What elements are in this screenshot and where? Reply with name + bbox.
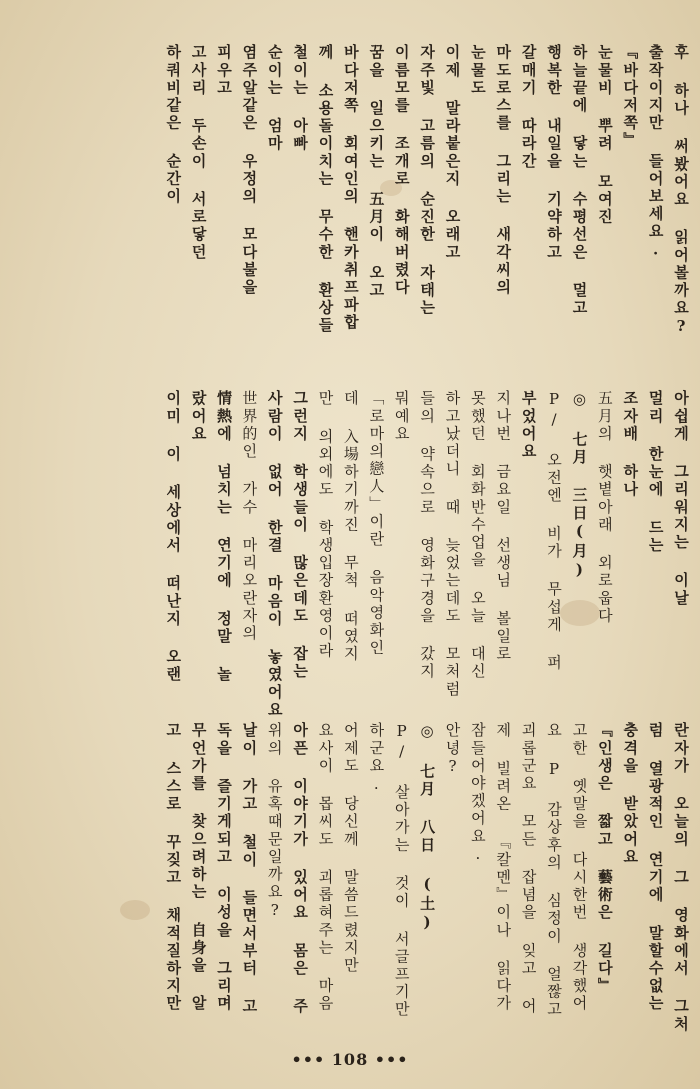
text-column: 충격을 받았어요 (621, 722, 640, 866)
text-tier-middle (18, 390, 690, 719)
text-column: 눈물비 뿌려 모여진 (595, 44, 614, 226)
text-column: 데 入場하기까진 무척 떠였지 (341, 390, 360, 663)
text-column: 『인생은 짧고 藝術은 길다』 (595, 722, 614, 995)
text-column: 출작이지만 들어보세요. (646, 44, 665, 262)
text-column: 뭐예요 (392, 390, 411, 443)
text-column: 못했던 회화반수업을 오늘 대신 (468, 390, 487, 681)
text-column: 안녕? (443, 722, 462, 778)
text-column: 사람이 없어 한결 마음이 놓였어요 (265, 390, 284, 719)
text-column: 요 P 감상후의 심정이 얼짢고 (545, 722, 564, 1019)
text-column: 무언가를 찾으려하는 自身을 알 (189, 722, 208, 1013)
text-column: 아픈 이야기가 있어요 몸은 주 (291, 722, 310, 1016)
text-column: 행복한 내일을 기약하고 (545, 44, 564, 262)
text-column: 어제도 당신께 말씀드렸지만 (341, 722, 360, 975)
text-column: 제 빌려온 『칼멘』이나 읽다가 (494, 722, 513, 1013)
text-column: P/ 오전엔 비가 무섭게 퍼 (545, 390, 564, 672)
text-tier-bottom (18, 722, 688, 1052)
text-column: 이미 이 세상에서 떠난지 오랜 (164, 390, 183, 684)
text-column: 이름모를 조개로 화해버렸다 (392, 44, 411, 297)
text-tier-top (18, 44, 688, 382)
text-column: 럼 열광적인 연기에 말할수없는 (646, 722, 665, 1013)
text-column: P/ 살아가는 것이 서글프기만 (392, 722, 411, 1019)
text-column: 잠들어야겠어요. (468, 722, 487, 866)
text-column: 꿈을 일으키는 五月이 오고 (367, 44, 386, 300)
text-column: 염주알같은 우정의 모다불을 (240, 44, 259, 297)
text-column: ◎ 七月 三日(月) (570, 390, 589, 581)
text-column: 철이는 아빠 (291, 44, 310, 153)
text-column: 요사이 몹씨도 괴롭혀주는 마음 (316, 722, 335, 1013)
text-column: 멀리 한눈에 드는 (646, 390, 665, 555)
text-column: 께 소용돌이치는 무수한 환상들 (316, 44, 335, 335)
text-column: 부었어요 (519, 390, 538, 461)
text-column: 조자배 하나 (621, 390, 640, 499)
text-column: 란자가 오늘의 그 영화에서 그처 (672, 722, 690, 1034)
text-column: 世界的인 가수 마리오란자의 (240, 390, 259, 643)
text-column: 五月의 햇볕아래 외로웁다 (595, 390, 614, 625)
text-column: 아쉽게 그리워지는 이날 (672, 390, 690, 608)
text-column: 하군요. (367, 722, 386, 796)
text-column: 후 하나 써봤어요 읽어볼까요? (672, 44, 690, 338)
text-column: 눈물도 (468, 44, 487, 97)
text-column: 『바다저쪽』 (621, 44, 640, 150)
text-column: 고한 옛말을 다시한번 생각했어 (570, 722, 589, 1013)
page-number: ••• 108 ••• (291, 1050, 409, 1069)
text-column: ◎ 七月 八日 (土) (418, 722, 437, 934)
text-column: 들의 약속으로 영화구경을 갔지 (418, 390, 437, 681)
text-column: 고사리 두손이 서로닿던 (189, 44, 208, 262)
text-column: 위의 유혹때문일까요? (265, 722, 284, 922)
text-column: 만 의외에도 학생입장환영이라 (316, 390, 335, 660)
text-column: 고 스스로 꾸짖고 채적질하지만 (164, 722, 183, 1013)
text-column: 情熱에 넘치는 연기에 정말 놀 (214, 390, 233, 684)
text-column: 랐어요 (189, 390, 208, 443)
text-column: 하쿼비같은 순간이 (164, 44, 183, 206)
text-column: 순이는 엄마 (265, 44, 284, 153)
text-column: 괴롭군요 모든 잡념을 잊고 어 (519, 722, 538, 1016)
text-column: 「로마의戀人」이란 음악영화인 (367, 390, 386, 657)
text-column: 독을 즐기게되고 이성을 그리며 (214, 722, 233, 1013)
text-column: 그런지 학생들이 많은데도 잡는 (291, 390, 310, 681)
text-column: 피우고 (214, 44, 233, 97)
text-column: 하고났더니 때 늦었는데도 모처럼 (443, 390, 462, 699)
text-column: 이제 말라붙은지 오래고 (443, 44, 462, 262)
text-column: 날이 가고 철이 들면서부터 고 (240, 722, 259, 1016)
text-column: 마도로스를 그리는 새각씨의 (494, 44, 513, 297)
text-column: 하늘끝에 닿는 수평선은 멀고 (570, 44, 589, 317)
text-column: 지나번 금요일 선생님 볼일로 (494, 390, 513, 663)
text-column: 갈매기 따라간 (519, 44, 538, 171)
text-column: 자주빛 고름의 순진한 자태는 (418, 44, 437, 317)
text-column: 바다저쪽 회여인의 핸카취프파합 (341, 44, 360, 332)
